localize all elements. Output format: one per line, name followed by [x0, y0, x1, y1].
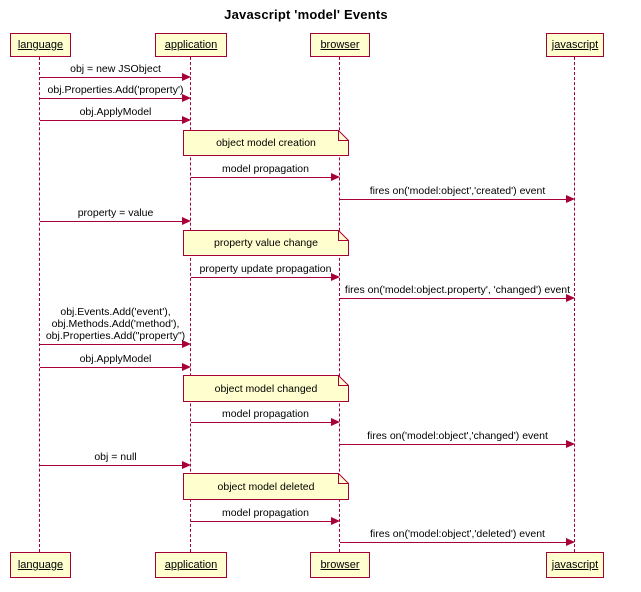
participant-label: language: [17, 559, 64, 571]
message-label-line: obj = new JSObject: [70, 63, 161, 75]
message-label-line: obj.ApplyModel: [79, 353, 152, 365]
message-label-line: obj.Methods.Add('method'),: [51, 318, 180, 330]
participant-box-javascript-bottom: [546, 552, 604, 578]
note-label: object model deleted: [217, 480, 315, 493]
message-label-line: obj.Events.Add('event'),: [60, 306, 171, 318]
participant-box-javascript-top: [546, 33, 604, 57]
participant-box-language-top: [10, 33, 71, 57]
message-label-line: fires on('model:object','created') event: [369, 185, 546, 197]
message-label-line: obj = null: [94, 451, 137, 463]
message-label: [66, 408, 466, 420]
diagram-title: Javascript 'model' Events: [224, 7, 388, 22]
participant-label: language: [17, 39, 64, 51]
message-line: [191, 277, 332, 278]
lifeline-javascript: [574, 57, 575, 552]
message-line: [40, 344, 183, 345]
participant-label: application: [164, 39, 218, 51]
participant-label: javascript: [551, 39, 599, 51]
message-line: [191, 422, 332, 423]
message-label-line: fires on('model:object','deleted') event: [370, 528, 545, 540]
message-line: [40, 221, 183, 222]
note-label: object model changed: [214, 382, 318, 395]
participant-box-application-top: [155, 33, 227, 57]
message-line: [191, 177, 332, 178]
message-label-line: property = value: [77, 207, 154, 219]
lifeline-language: [39, 57, 40, 552]
participant-label: javascript: [551, 559, 599, 571]
message-label: [0, 306, 316, 342]
message-label: [66, 163, 466, 175]
message-label-line: model propagation: [222, 163, 309, 175]
message-label: [0, 84, 316, 96]
participant-box-language-bottom: [10, 552, 71, 578]
message-label-line: obj.Properties.Add('property'): [47, 84, 184, 96]
message-label: [0, 353, 316, 365]
note: [183, 473, 349, 500]
participant-label: browser: [320, 559, 360, 571]
message-label: [258, 528, 641, 540]
message-line: [340, 298, 567, 299]
message-line: [40, 77, 183, 78]
message-line: [40, 465, 183, 466]
participant-box-application-bottom: [155, 552, 227, 578]
message-line: [40, 120, 183, 121]
message-line: [340, 199, 567, 200]
note-label: object model creation: [216, 137, 316, 149]
message-label: [66, 263, 466, 275]
participant-box-browser-bottom: [310, 552, 370, 578]
message-line: [191, 521, 332, 522]
note-label: property value change: [214, 237, 318, 249]
message-label-line: obj.Properties.Add("property"): [45, 330, 186, 342]
message-label: [66, 507, 466, 519]
participant-label: application: [164, 559, 218, 571]
message-line: [40, 98, 183, 99]
participant-label: browser: [320, 39, 360, 51]
message-label-line: obj.ApplyModel: [79, 106, 152, 118]
note: [183, 230, 349, 256]
message-line: [340, 444, 567, 445]
message-label: [0, 207, 316, 219]
note: [183, 130, 349, 156]
message-line: [340, 542, 567, 543]
message-label-line: model propagation: [222, 507, 309, 519]
message-label: [0, 451, 316, 463]
message-label: [0, 106, 316, 118]
message-label-line: model propagation: [222, 408, 309, 420]
message-label: [258, 430, 641, 442]
message-line: [40, 367, 183, 368]
message-label: [258, 284, 641, 296]
message-label: [258, 185, 641, 197]
message-label-line: fires on('model:object.property', 'changed') event: [344, 284, 571, 296]
message-label-line: fires on('model:object','changed') event: [367, 430, 548, 442]
note: [183, 375, 349, 402]
message-label-line: property update propagation: [199, 263, 332, 275]
message-label: [0, 63, 316, 75]
participant-box-browser-top: [310, 33, 370, 57]
